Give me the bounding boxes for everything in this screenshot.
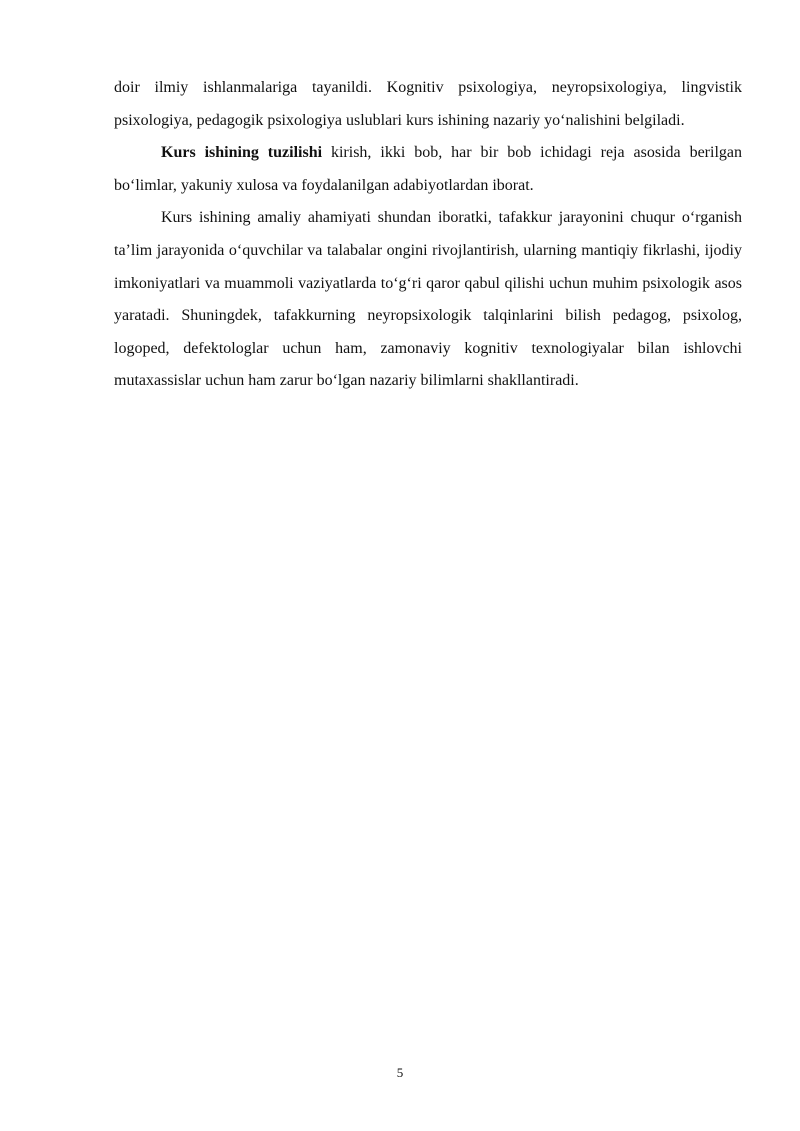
- paragraph-text: Kurs ishining amaliy ahamiyati shundan iboratki, tafakkur jarayonini chuqur o‘rganish ta’lim jarayonida o‘quvchilar va talabalar ongini rivojlantirish, ularning mantiqiy fikrlashi, ijodiy imkoniyatlari va muammoli vaziyatlarda to‘g‘ri qaror qabul qilishi uchun muhim psixologik asos yaratadi. Shuningdek, tafakkurning neyropsixologik talqinlarini bilish pedagog, psixolog, logoped, defektologlar uchun ham, zamonaviy kognitiv texnologiyalar bilan ishlovchi mutaxassislar uchun ham zarur bo‘lgan nazariy bilimlarni shakllantiradi.: [114, 209, 742, 390]
- body-text: [114, 72, 742, 398]
- paragraph-continuation: [114, 72, 742, 137]
- paragraph-text: doir ilmiy ishlanmalariga tayanildi. Kognitiv psixologiya, neyropsixologiya, lingvistik psixologiya, pedagogik psixologiya uslublari kurs ishining nazariy yo‘nalishini belgiladi.: [114, 79, 742, 129]
- paragraph-practical-significance: [114, 202, 742, 398]
- bold-lead-phrase: Kurs ishining tuzilishi: [161, 144, 323, 162]
- page-number: 5: [396, 1065, 404, 1080]
- paragraph-text: kirish, ikki bob, har bir bob ichidagi reja asosida berilgan bo‘limlar, yakuniy xulosa va foydalanilgan adabiyotlardan iborat.: [114, 144, 742, 194]
- paragraph-structure: [114, 137, 742, 202]
